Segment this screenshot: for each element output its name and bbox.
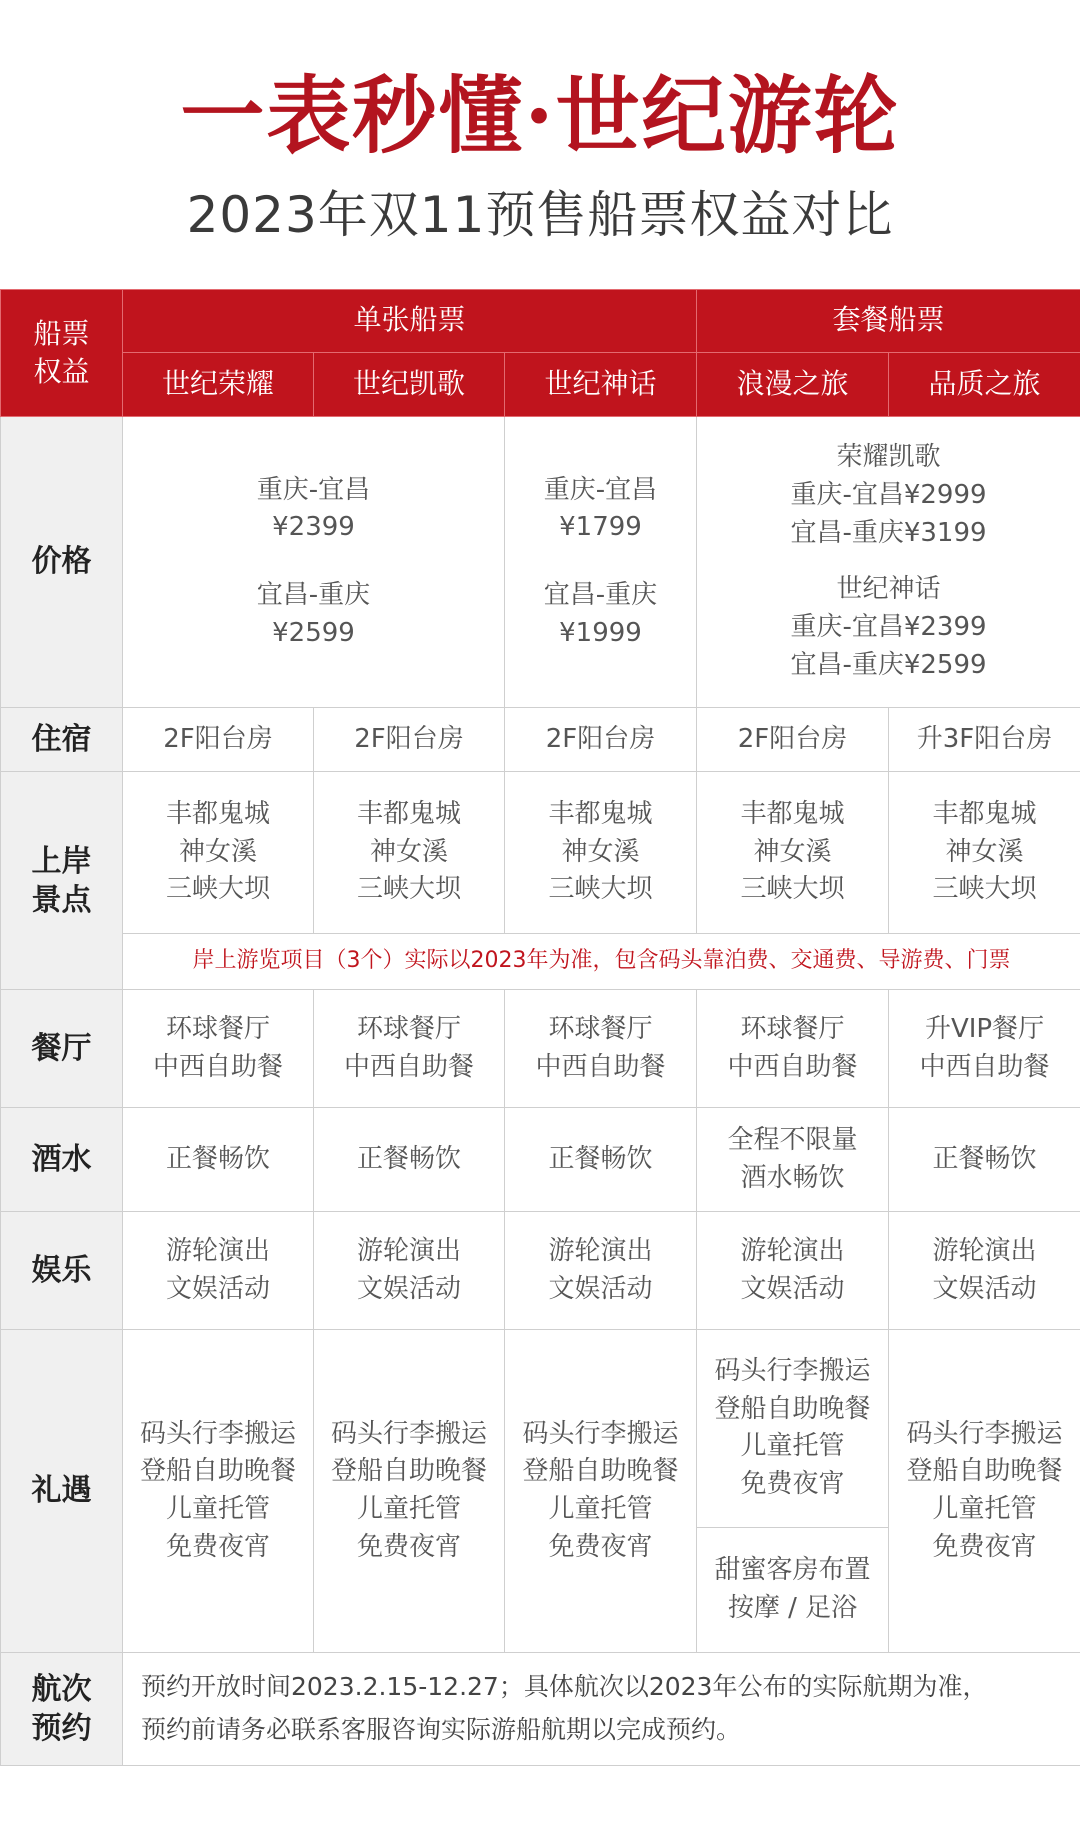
lodging-cell: 2F阳台房 bbox=[505, 707, 697, 772]
row-label-entertainment: 娱乐 bbox=[1, 1212, 123, 1330]
drinks-cell: 正餐畅饮 bbox=[889, 1108, 1080, 1212]
price-single-b: 重庆-宜昌 ¥1799 宜昌-重庆 ¥1999 bbox=[505, 417, 697, 708]
row-label-lodging: 住宿 bbox=[1, 707, 123, 772]
shore-cell: 丰都鬼城 神女溪 三峡大坝 bbox=[697, 772, 889, 933]
row-label-perks: 礼遇 bbox=[1, 1330, 123, 1653]
shore-cell: 丰都鬼城 神女溪 三峡大坝 bbox=[123, 772, 314, 933]
lodging-cell: 2F阳台房 bbox=[123, 707, 314, 772]
perks-cell: 码头行李搬运 登船自助晚餐 儿童托管 免费夜宵 bbox=[697, 1330, 889, 1528]
drinks-cell: 正餐畅饮 bbox=[123, 1108, 314, 1212]
dining-cell: 环球餐厅 中西自助餐 bbox=[123, 990, 314, 1108]
price-single-a: 重庆-宜昌 ¥2399 宜昌-重庆 ¥2599 bbox=[123, 417, 505, 708]
col-header-shiji-rongyao: 世纪荣耀 bbox=[123, 352, 314, 417]
col-header-shiji-kaige: 世纪凯歌 bbox=[314, 352, 505, 417]
dining-cell: 环球餐厅 中西自助餐 bbox=[314, 990, 505, 1108]
row-label-drinks: 酒水 bbox=[1, 1108, 123, 1212]
dining-cell: 环球餐厅 中西自助餐 bbox=[505, 990, 697, 1108]
col-header-shiji-shenhua: 世纪神话 bbox=[505, 352, 697, 417]
shore-note: 岸上游览项目（3个）实际以2023年为准，包含码头靠泊费、交通费、导游费、门票 bbox=[123, 933, 1080, 989]
row-label-booking: 航次 预约 bbox=[1, 1652, 123, 1765]
shore-cell: 丰都鬼城 神女溪 三峡大坝 bbox=[314, 772, 505, 933]
page-title: 一表秒懂·世纪游轮 bbox=[180, 66, 900, 165]
lodging-cell: 升3F阳台房 bbox=[889, 707, 1080, 772]
drinks-cell: 正餐畅饮 bbox=[505, 1108, 697, 1212]
row-label-price: 价格 bbox=[1, 417, 123, 708]
dining-cell: 环球餐厅 中西自助餐 bbox=[697, 990, 889, 1108]
entertainment-cell: 游轮演出 文娱活动 bbox=[505, 1212, 697, 1330]
entertainment-cell: 游轮演出 文娱活动 bbox=[889, 1212, 1080, 1330]
entertainment-cell: 游轮演出 文娱活动 bbox=[314, 1212, 505, 1330]
page-subtitle: 2023年双11预售船票权益对比 bbox=[186, 186, 894, 244]
entertainment-cell: 游轮演出 文娱活动 bbox=[123, 1212, 314, 1330]
perks-cell: 码头行李搬运 登船自助晚餐 儿童托管 免费夜宵 bbox=[314, 1330, 505, 1653]
shore-cell: 丰都鬼城 神女溪 三峡大坝 bbox=[889, 772, 1080, 933]
corner-header: 船票 权益 bbox=[1, 290, 123, 417]
booking-note: 预约开放时间2023.2.15-12.27；具体航次以2023年公布的实际航期为准， 预约前请务必联系客服咨询实际游船航期以完成预约。 bbox=[123, 1652, 1080, 1765]
entertainment-cell: 游轮演出 文娱活动 bbox=[697, 1212, 889, 1330]
single-ticket-header: 单张船票 bbox=[123, 290, 697, 353]
package-ticket-header: 套餐船票 bbox=[697, 290, 1080, 353]
shore-cell: 丰都鬼城 神女溪 三峡大坝 bbox=[505, 772, 697, 933]
lodging-cell: 2F阳台房 bbox=[314, 707, 505, 772]
perks-cell: 码头行李搬运 登船自助晚餐 儿童托管 免费夜宵 bbox=[505, 1330, 697, 1653]
drinks-cell: 正餐畅饮 bbox=[314, 1108, 505, 1212]
row-label-dining: 餐厅 bbox=[1, 990, 123, 1108]
comparison-table bbox=[0, 289, 1080, 1766]
lodging-cell: 2F阳台房 bbox=[697, 707, 889, 772]
col-header-pinzhi: 品质之旅 bbox=[889, 352, 1080, 417]
dining-cell: 升VIP餐厅 中西自助餐 bbox=[889, 990, 1080, 1108]
row-label-shore: 上岸 景点 bbox=[1, 772, 123, 990]
drinks-cell: 全程不限量 酒水畅饮 bbox=[697, 1108, 889, 1212]
perks-cell: 码头行李搬运 登船自助晚餐 儿童托管 免费夜宵 bbox=[889, 1330, 1080, 1653]
perks-cell: 码头行李搬运 登船自助晚餐 儿童托管 免费夜宵 bbox=[123, 1330, 314, 1653]
perks-extra-cell: 甜蜜客房布置 按摩 / 足浴 bbox=[697, 1527, 889, 1652]
col-header-langman: 浪漫之旅 bbox=[697, 352, 889, 417]
price-package: 荣耀凯歌 重庆-宜昌¥2999 宜昌-重庆¥3199 世纪神话 重庆-宜昌¥2399 宜昌-重庆¥2599 bbox=[697, 417, 1080, 708]
